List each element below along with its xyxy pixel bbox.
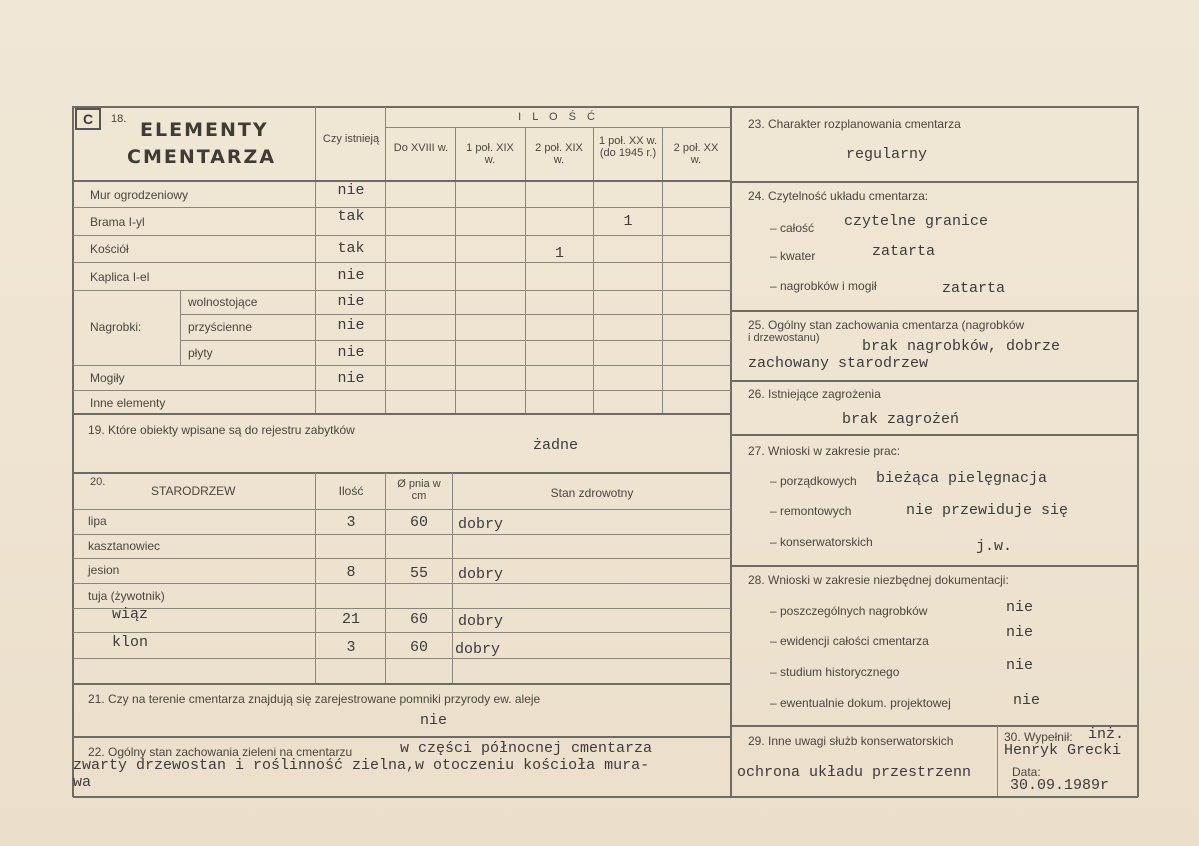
s30-value-line2: Henryk Grecki — [1004, 742, 1122, 759]
tree-count: 3 — [346, 639, 356, 656]
row-line — [180, 340, 731, 341]
row-label: Mur ogrodzeniowy — [90, 188, 189, 202]
row-label: Kościół — [90, 242, 129, 256]
row-line — [73, 509, 731, 510]
nagrobki-type-label: przyścienne — [188, 320, 253, 334]
s21-value: nie — [420, 712, 448, 729]
s24-item-label: – kwater — [770, 249, 816, 263]
col-line — [455, 127, 456, 413]
tree-count: 3 — [346, 514, 356, 531]
tree-health: dobry — [458, 516, 504, 533]
row-line — [731, 181, 1138, 183]
tree-diameter: 60 — [409, 514, 428, 531]
header-period-3: 2 poł. XIX w. — [535, 142, 583, 166]
s27-item-value: nie przewiduje się — [906, 502, 1069, 519]
s28-item-label: – studium historycznego — [770, 665, 900, 679]
s20-title: STARODRZEW — [151, 484, 236, 498]
col-line — [315, 107, 316, 413]
s24-item-value: zatarta — [872, 243, 936, 260]
tree-name: jesion — [88, 563, 120, 577]
s24-item-label: – całość — [770, 221, 815, 235]
header-ilosc: I L O Ś Ć — [518, 111, 599, 123]
inne-elementy-label: Inne elementy — [90, 396, 166, 410]
row-exists-value: nie — [337, 267, 365, 284]
row-line — [731, 565, 1138, 567]
row-line — [73, 365, 731, 366]
tree-count: 21 — [341, 611, 360, 628]
s23-label: 23. Charakter rozplanowania cmentarza — [748, 117, 961, 131]
s25-label-line2: i drzewostanu) — [748, 332, 820, 344]
tree-diameter: 55 — [409, 565, 428, 582]
tree-diameter: 60 — [409, 611, 428, 628]
header-czy-istnieja: Czy istnieją — [322, 133, 380, 145]
col-line — [997, 726, 998, 796]
s22-label: 22. Ogólny stan zachowania zieleni na cmentarzu — [88, 745, 353, 759]
s27-item-label: – porządkowych — [770, 474, 857, 488]
tree-health: dobry — [455, 641, 501, 658]
s21-label: 21. Czy na terenie cmentarza znajdują się zarejestrowane pomniki przyrody ew. aleje — [88, 692, 541, 706]
row-line — [73, 534, 731, 535]
row-quantity-value: 1 — [623, 213, 633, 230]
row-line — [73, 207, 731, 208]
section-letter-box: C — [75, 108, 101, 130]
tree-name: lipa — [88, 514, 107, 528]
frame-left — [72, 106, 74, 797]
frame-bottom — [73, 796, 1138, 798]
s27-item-label: – konserwatorskich — [770, 535, 873, 549]
s28-item-value: nie — [1013, 692, 1041, 709]
header-period-4: 1 poł. XX w. (do 1945 r.) — [598, 135, 658, 159]
tree-name: klon — [112, 634, 149, 651]
s25-label-line1: 25. Ogólny stan zachowania cmentarza (nagrobków — [748, 318, 1025, 332]
tree-name: kasztanowiec — [88, 539, 161, 553]
col-line — [180, 290, 181, 365]
s29-value: ochrona układu przestrzenn — [737, 764, 972, 781]
section-title-line1: ELEMENTY — [140, 119, 269, 141]
s28-item-label: – ewentualnie dokum. projektowej — [770, 696, 951, 710]
s27-item-label: – remontowych — [770, 504, 852, 518]
col-line — [662, 127, 663, 413]
s28-item-value: nie — [1006, 657, 1034, 674]
frame-right — [1137, 106, 1139, 797]
s27-item-value: j.w. — [976, 538, 1013, 555]
tree-health: dobry — [458, 613, 504, 630]
s30-date-value: 30.09.1989r — [1010, 777, 1110, 794]
tree-diameter: 60 — [409, 639, 428, 656]
s30-value-line1: inż. — [1088, 726, 1125, 743]
row-line — [731, 380, 1138, 382]
row-line — [731, 725, 1138, 727]
s23-value: regularny — [846, 146, 928, 163]
s28-item-label: – ewidencji całości cmentarza — [770, 634, 929, 648]
section-title-line2: CMENTARZA — [127, 146, 277, 168]
s30-label: 30. Wypełnił: — [1004, 730, 1073, 744]
row-line — [386, 127, 731, 128]
row-line — [73, 583, 731, 584]
tree-count: 8 — [346, 564, 356, 581]
row-line — [73, 658, 731, 659]
nagrobki-type-label: płyty — [188, 346, 213, 360]
s20-header-ilosc: Ilość — [338, 484, 364, 498]
nagrobki-type-label: wolnostojące — [188, 295, 258, 309]
tree-name: tuja (żywotnik) — [88, 589, 165, 603]
s27-item-value: bieżąca pielęgnacja — [876, 470, 1048, 487]
row-line — [73, 736, 731, 738]
row-line — [73, 390, 731, 391]
col-line — [525, 127, 526, 413]
row-exists-value: tak — [337, 208, 365, 225]
row-line — [731, 310, 1138, 312]
row-line — [73, 472, 731, 474]
s24-item-label: – nagrobków i mogił — [770, 279, 877, 293]
nagrobki-exists-value: nie — [337, 293, 365, 310]
s24-item-value: czytelne granice — [844, 213, 989, 230]
s24-item-value: zatarta — [942, 280, 1006, 297]
mogily-label: Mogiły — [90, 371, 125, 385]
nagrobki-exists-value: nie — [337, 317, 365, 334]
tree-health: dobry — [458, 566, 504, 583]
row-line — [73, 608, 731, 609]
header-period-1: Do XVIII w. — [393, 142, 449, 154]
row-line — [73, 290, 731, 291]
s22-value-line3: wa — [73, 774, 92, 791]
s26-label: 26. Istniejące zagrożenia — [748, 387, 881, 401]
s20-header-stan: Stan zdrowotny — [550, 486, 634, 500]
row-exists-value: nie — [337, 182, 365, 199]
s19-value: żadne — [533, 437, 579, 454]
row-label: Brama I-yl — [90, 215, 145, 229]
row-line — [73, 683, 731, 685]
section-18-number: 18. — [111, 113, 127, 125]
s29-label: 29. Inne uwagi służb konserwatorskich — [748, 734, 954, 748]
row-line — [73, 632, 731, 633]
row-label: Kaplica I-el — [90, 270, 150, 284]
s28-item-value: nie — [1006, 624, 1034, 641]
row-quantity-value: 1 — [554, 245, 564, 262]
tree-name: wiąz — [112, 606, 149, 623]
s25-value-line2: zachowany starodrzew — [748, 355, 929, 372]
col-line — [593, 127, 594, 413]
s30-date-label: Data: — [1012, 765, 1041, 779]
s27-label: 27. Wnioski w zakresie prac: — [748, 444, 901, 458]
s24-label: 24. Czytelność układu cmentarza: — [748, 189, 929, 203]
row-line — [73, 235, 731, 236]
s28-label: 28. Wnioski w zakresie niezbędnej dokumentacji: — [748, 573, 1009, 587]
header-period-2: 1 poł. XIX w. — [466, 142, 514, 166]
s22-value-line1: w części północnej cmentarza — [400, 740, 653, 757]
frame-middle — [730, 106, 732, 797]
s25-value-line1: brak nagrobków, dobrze — [862, 338, 1061, 355]
s20-number: 20. — [90, 476, 106, 488]
s20-header-pnia: Ø pnia w cm — [397, 478, 441, 502]
s28-item-label: – poszczególnych nagrobków — [770, 604, 928, 618]
col-line — [385, 107, 386, 413]
frame-top — [73, 106, 1138, 108]
row-line — [73, 558, 731, 559]
s26-value: brak zagrożeń — [842, 411, 960, 428]
nagrobki-label: Nagrobki: — [90, 320, 142, 334]
s28-item-value: nie — [1006, 599, 1034, 616]
row-exists-value: tak — [337, 240, 365, 257]
row-line — [73, 180, 731, 182]
mogily-exists-value: nie — [337, 370, 365, 387]
nagrobki-exists-value: nie — [337, 344, 365, 361]
row-line — [180, 314, 731, 315]
header-period-5: 2 poł. XX w. — [673, 142, 719, 166]
s19-label: 19. Które obiekty wpisane są do rejestru zabytków — [88, 423, 355, 437]
s22-value-line2: zwarty drzewostan i roślinność zielna,w otoczeniu kościoła mura- — [73, 757, 650, 774]
row-line — [731, 434, 1138, 436]
row-line — [73, 413, 731, 415]
col-line — [452, 473, 453, 683]
row-line — [73, 262, 731, 263]
